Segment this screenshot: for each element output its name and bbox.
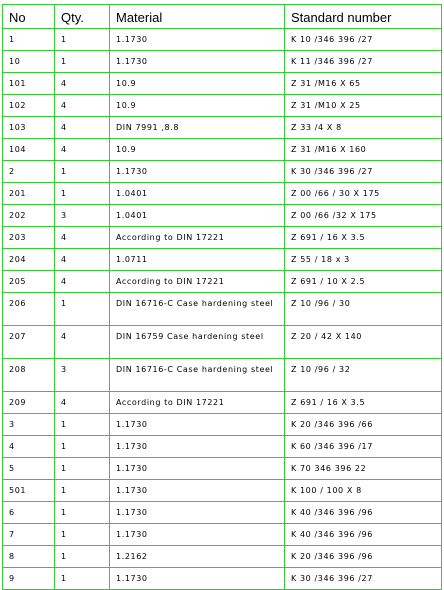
cell-no: 1 xyxy=(3,29,55,51)
cell-qty: 4 xyxy=(55,249,110,271)
parts-list xyxy=(2,4,441,590)
cell-material: 1.1730 xyxy=(110,436,285,458)
cell-no: 6 xyxy=(3,502,55,524)
table-row xyxy=(3,29,442,51)
cell-material: 1.1730 xyxy=(110,524,285,546)
cell-standard-number: K 100 / 100 X 8 xyxy=(285,480,442,502)
cell-standard-number: Z 00 /66 / 30 X 175 xyxy=(285,183,442,205)
table-body xyxy=(3,29,442,590)
cell-standard-number: Z 00 /66 /32 X 175 xyxy=(285,205,442,227)
cell-material: 10.9 xyxy=(110,73,285,95)
cell-qty: 1 xyxy=(55,568,110,590)
cell-qty: 4 xyxy=(55,95,110,117)
header-standard-number: Standard number xyxy=(285,5,442,29)
cell-no: 202 xyxy=(3,205,55,227)
cell-standard-number: K 30 /346 396 /27 xyxy=(285,568,442,590)
cell-standard-number: Z 10 /96 / 32 xyxy=(285,359,442,392)
table-row xyxy=(3,271,442,293)
cell-qty: 1 xyxy=(55,51,110,73)
parts-table xyxy=(2,4,442,590)
cell-no: 205 xyxy=(3,271,55,293)
cell-standard-number: Z 31 /M16 X 65 xyxy=(285,73,442,95)
table-row xyxy=(3,359,442,392)
cell-standard-number: K 60 /346 396 /17 xyxy=(285,436,442,458)
cell-standard-number: K 20 /346 396 /96 xyxy=(285,546,442,568)
cell-no: 9 xyxy=(3,568,55,590)
cell-qty: 1 xyxy=(55,546,110,568)
table-row xyxy=(3,183,442,205)
cell-material: 1.1730 xyxy=(110,414,285,436)
cell-no: 201 xyxy=(3,183,55,205)
table-row xyxy=(3,524,442,546)
cell-qty: 4 xyxy=(55,73,110,95)
cell-no: 209 xyxy=(3,392,55,414)
cell-qty: 1 xyxy=(55,29,110,51)
cell-standard-number: Z 691 / 10 X 2.5 xyxy=(285,271,442,293)
cell-qty: 4 xyxy=(55,271,110,293)
table-row xyxy=(3,546,442,568)
cell-qty: 4 xyxy=(55,227,110,249)
cell-qty: 3 xyxy=(55,205,110,227)
cell-material: 1.1730 xyxy=(110,458,285,480)
cell-standard-number: K 20 /346 396 /66 xyxy=(285,414,442,436)
cell-no: 8 xyxy=(3,546,55,568)
cell-qty: 1 xyxy=(55,293,110,326)
table-row xyxy=(3,436,442,458)
cell-qty: 1 xyxy=(55,502,110,524)
cell-qty: 4 xyxy=(55,326,110,359)
cell-material: According to DIN 17221 xyxy=(110,227,285,249)
table-row xyxy=(3,161,442,183)
cell-qty: 4 xyxy=(55,117,110,139)
cell-standard-number: Z 55 / 18 x 3 xyxy=(285,249,442,271)
cell-standard-number: K 10 /346 396 /27 xyxy=(285,29,442,51)
table-row xyxy=(3,205,442,227)
cell-qty: 1 xyxy=(55,458,110,480)
cell-material: 1.1730 xyxy=(110,480,285,502)
table-row xyxy=(3,502,442,524)
table-row xyxy=(3,95,442,117)
cell-no: 10 xyxy=(3,51,55,73)
table-row xyxy=(3,73,442,95)
cell-standard-number: Z 10 /96 / 30 xyxy=(285,293,442,326)
cell-no: 104 xyxy=(3,139,55,161)
table-row xyxy=(3,458,442,480)
table-row xyxy=(3,414,442,436)
cell-qty: 1 xyxy=(55,480,110,502)
cell-standard-number: K 40 /346 396 /96 xyxy=(285,524,442,546)
table-row xyxy=(3,568,442,590)
cell-standard-number: Z 691 / 16 X 3.5 xyxy=(285,392,442,414)
cell-material: 1.1730 xyxy=(110,502,285,524)
table-row xyxy=(3,227,442,249)
table-row xyxy=(3,139,442,161)
cell-no: 2 xyxy=(3,161,55,183)
cell-material: According to DIN 17221 xyxy=(110,271,285,293)
cell-qty: 1 xyxy=(55,524,110,546)
cell-standard-number: Z 691 / 16 X 3.5 xyxy=(285,227,442,249)
cell-material: 1.2162 xyxy=(110,546,285,568)
cell-material: 10.9 xyxy=(110,95,285,117)
cell-material: DIN 16759 Case hardening steel xyxy=(110,326,285,359)
table-row xyxy=(3,51,442,73)
cell-qty: 4 xyxy=(55,392,110,414)
cell-standard-number: Z 31 /M10 X 25 xyxy=(285,95,442,117)
cell-no: 204 xyxy=(3,249,55,271)
cell-qty: 1 xyxy=(55,161,110,183)
cell-no: 501 xyxy=(3,480,55,502)
cell-no: 207 xyxy=(3,326,55,359)
cell-material: 1.0401 xyxy=(110,183,285,205)
cell-qty: 1 xyxy=(55,183,110,205)
cell-no: 208 xyxy=(3,359,55,392)
cell-material: DIN 16716-C Case hardening steel xyxy=(110,293,285,326)
cell-no: 101 xyxy=(3,73,55,95)
table-row xyxy=(3,480,442,502)
cell-material: DIN 16716-C Case hardening steel xyxy=(110,359,285,392)
table-row xyxy=(3,249,442,271)
cell-material: 1.1730 xyxy=(110,29,285,51)
cell-qty: 4 xyxy=(55,139,110,161)
cell-standard-number: K 40 /346 396 /96 xyxy=(285,502,442,524)
cell-no: 4 xyxy=(3,436,55,458)
header-material: Material xyxy=(110,5,285,29)
cell-no: 203 xyxy=(3,227,55,249)
cell-no: 7 xyxy=(3,524,55,546)
cell-standard-number: Z 33 /4 X 8 xyxy=(285,117,442,139)
cell-material: 1.0711 xyxy=(110,249,285,271)
cell-standard-number: Z 20 / 42 X 140 xyxy=(285,326,442,359)
cell-material: 1.0401 xyxy=(110,205,285,227)
table-row xyxy=(3,326,442,359)
cell-qty: 1 xyxy=(55,414,110,436)
cell-material: 10.9 xyxy=(110,139,285,161)
cell-standard-number: Z 31 /M16 X 160 xyxy=(285,139,442,161)
cell-material: According to DIN 17221 xyxy=(110,392,285,414)
cell-no: 3 xyxy=(3,414,55,436)
cell-material: 1.1730 xyxy=(110,568,285,590)
header-no: No xyxy=(3,5,55,29)
cell-qty: 3 xyxy=(55,359,110,392)
header-qty: Qty. xyxy=(55,5,110,29)
cell-material: DIN 7991 ,8.8 xyxy=(110,117,285,139)
cell-material: 1.1730 xyxy=(110,51,285,73)
cell-no: 103 xyxy=(3,117,55,139)
cell-material: 1.1730 xyxy=(110,161,285,183)
cell-no: 102 xyxy=(3,95,55,117)
table-row xyxy=(3,392,442,414)
cell-standard-number: K 70 346 396 22 xyxy=(285,458,442,480)
table-row xyxy=(3,293,442,326)
table-row xyxy=(3,117,442,139)
cell-standard-number: K 11 /346 396 /27 xyxy=(285,51,442,73)
header-row xyxy=(3,5,442,29)
cell-qty: 1 xyxy=(55,436,110,458)
cell-no: 206 xyxy=(3,293,55,326)
cell-no: 5 xyxy=(3,458,55,480)
cell-standard-number: K 30 /346 396 /27 xyxy=(285,161,442,183)
